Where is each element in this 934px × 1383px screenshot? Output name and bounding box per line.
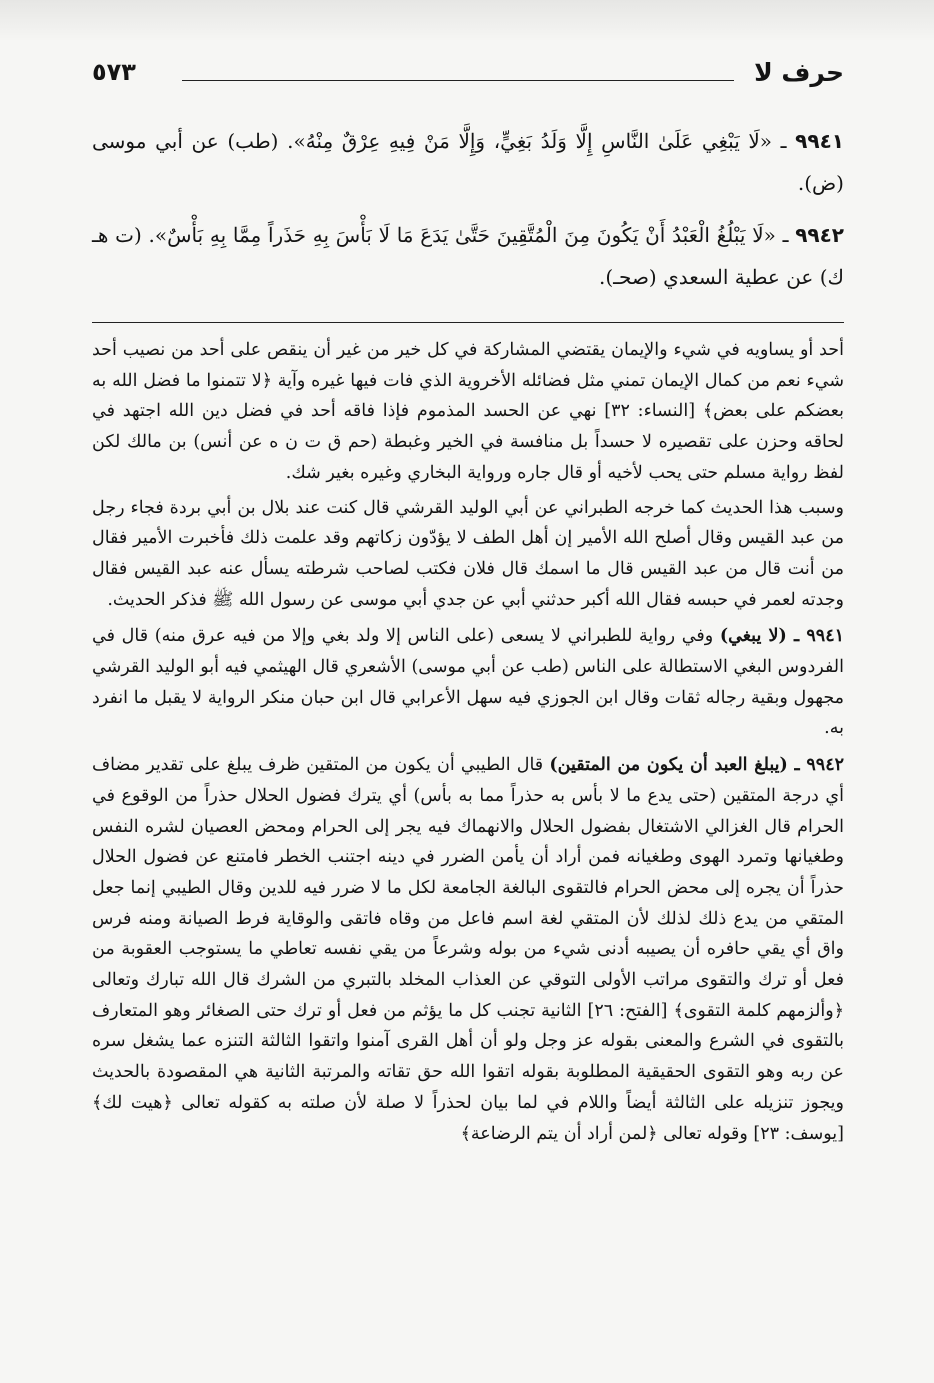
page-number: ٥٧٣ [92, 58, 136, 86]
commentary-paragraph [92, 621, 844, 744]
commentary-text: أحد أو يساويه في شيء والإيمان يقتضي المشاركة في كل خير من غير أن ينقص على أحد من نصيب أحد شيء نعم من كمال الإيمان تمني مثل فضائله الأخروية الذي فات فيها غيره وآية ﴿لا تتمنوا ما فضل الله به بعضكم على بعض﴾ [النساء: ٣٢] نهي عن الحسد المذموم فإذا فاقه أحد في فضل دين الله اجتهد في لحاقه وحزن على تقصيره لا حسداً بل منافسة في الخير وغبطة (حم ق ت ن ه عن أنس) بن مالك لكن لفظ رواية مسلم حتى يحب لأخيه أو قال جاره ورواية البخاري وغيره بغير شك. [92, 340, 844, 483]
hadith-number: ٩٩٤٢ [795, 223, 845, 247]
header-rule [182, 80, 734, 81]
hadith-entry: ٩٩٤٢ ـ «لَا يَبْلُغُ الْعَبْدُ أَنْ يَكُونَ مِنَ الْمُتَّقِينَ حَتَّىٰ يَدَعَ مَا لَا بَأْسَ بِهِ حَذَراً مِمَّا بِهِ بَأْسٌ». (ت هـ ك) عن عطية السعدي (صحـ). [92, 223, 845, 289]
commentary-paragraph [92, 335, 844, 489]
commentary-text: وسبب هذا الحديث كما خرجه الطبراني عن أبي الوليد القرشي قال كنت عند بلال بن أبي بردة فجاء رجل من عبد القيس وقال أصلح الله الأمير إن أهل الطف لا يؤدّون زكاتهم وقد علمت ذلك فأخبرت الأمير فقال من أنت قال من عبد القيس قال ما اسمك قال فلان فكتب لصاحب شرطته يسأل عنه عبد القيس فقال وجدته لعمر في حبسه فقال الله أكبر حدثني أبي عن جدي أبي موسى عن رسول الله ﷺ فذكر الحديث. [92, 497, 844, 610]
commentary-lead: ٩٩٤١ ـ (لا يبغي) [719, 626, 844, 647]
commentary-text: قال الطيبي أن يكون من المتقين ظرف يبلغ على تقدير مضاف أي درجة المتقين (حتى يدع ما لا بأس به حذراً مما به بأس) أي يترك فضول الحلال حذراً من الوقوع في الحرام قال الغزالي الاشتغال بفضول الحلال والانهماك فيه يجر إلى الحرام ومحض العصيان لشره النفس وطغيانها وتمرد الهوى وطغيانه فمن أراد أن يأمن الضرر في دينه اجتنب الخطر فامتنع عن فضول الحلال حذراً أن يجره إلى محض الحرام فالتقوى البالغة الجامعة لكل ما لا ضرر فيه للدين وقال الطيبي إنما جعل المتقي من يدع ذلك لذلك لأن المتقي لغة اسم فاعل من وقاه فاتقى والوقاية فرط الصيانة ومنه فرس واق أي يقي حافره أن يصيبه أدنى شيء من بوله وشرعاً من يقي نفسه تعاطي ما يستوجب العقوبة من فعل أو ترك والتقوى مراتب الأولى التوقي عن العذاب المخلد بالتبري من الشرك قال الله تبارك وتعالى ﴿وألزمهم كلمة التقوى﴾ [الفتح: ٢٦] الثانية تجنب كل ما يؤثم من فعل أو ترك حتى الصغائر وهو المتعارف بالتقوى في الشرع والمعنى بقوله عز وجل ولو أن أهل القرى آمنوا واتقوا الثالثة التنزه عما يشغل سره عن ربه وهو التقوى الحقيقية المطلوبة بقوله اتقوا الله حق تقاته والمرتبة الثانية هي المقصودة بالحديث ويجوز تنزيله على الثالثة أيضاً واللام في لما بيان لحذراً لا صلة لأن صلته به كقوله تعالى ﴿هيت لك﴾ [يوسف: ٢٣] وقوله تعالى ﴿لمن أراد أن يتم الرضاعة﴾ [92, 755, 844, 1144]
hadith-entry: ٩٩٤١ ـ «لَا يَبْغِي عَلَىٰ النَّاسِ إِلَّا وَلَدُ بَغِيٍّ، وَإِلَّا مَنْ فِيهِ عِرْقٌ مِنْهُ». (طب) عن أبي موسى (ض). [92, 129, 844, 195]
commentary-text: وفي رواية للطبراني لا يسعى (على الناس إلا ولد بغي وإلا من فيه عرق منه) قال في الفردوس البغي الاستطالة على الناس (طب عن أبي موسى) الأشعري قال الهيثمي فيه أبو الوليد القرشي مجهول وبقية رجاله ثقات وقال ابن الجوزي فيه سهل الأعرابي قال ابن حبان منكر الرواية لا يقبل ما انفرد به. [92, 626, 844, 739]
commentary-lead: ٩٩٤٢ ـ (يبلغ العبد أن يكون من المتقين) [549, 755, 844, 776]
hadith-number: ٩٩٤١ [795, 129, 844, 153]
hadith-text: «لَا يَبْغِي عَلَىٰ النَّاسِ إِلَّا وَلَدُ بَغِيٍّ، وَإِلَّا مَنْ فِيهِ عِرْقٌ مِنْهُ». (طب) عن أبي موسى (ض). [92, 129, 844, 195]
hadith-text-block [92, 120, 844, 308]
chapter-title: حرف لا [754, 58, 844, 87]
page-header [92, 58, 844, 98]
hadith-text: «لَا يَبْلُغُ الْعَبْدُ أَنْ يَكُونَ مِنَ الْمُتَّقِينَ حَتَّىٰ يَدَعَ مَا لَا بَأْسَ بِهِ حَذَراً مِمَّا بِهِ بَأْسٌ». (ت هـ ك) عن عطية السعدي (صحـ). [92, 223, 844, 289]
section-divider [92, 322, 844, 323]
commentary-paragraph [92, 493, 844, 616]
commentary-block [92, 335, 844, 1153]
commentary-paragraph [92, 750, 844, 1149]
scan-edge [0, 0, 934, 42]
